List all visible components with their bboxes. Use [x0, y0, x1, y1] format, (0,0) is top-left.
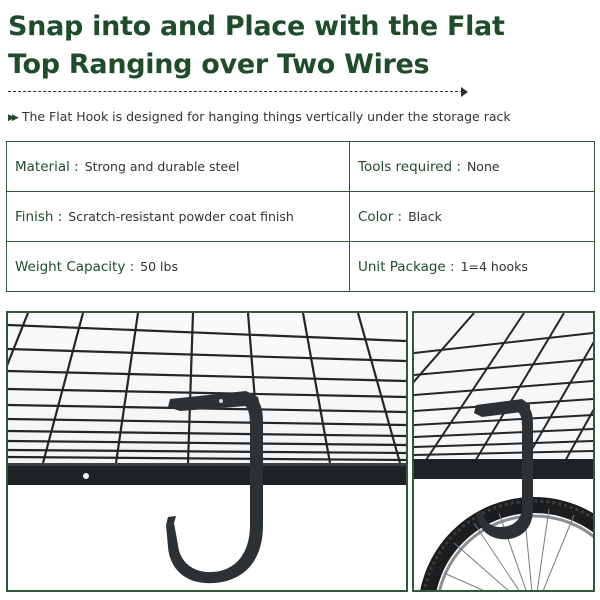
spec-cell-color [350, 192, 595, 242]
product-photo-hook-on-rack [6, 311, 408, 592]
spec-value: Black [408, 208, 442, 224]
rack-frame-bar [8, 463, 406, 485]
spec-value: Scratch-resistant powder coat finish [68, 208, 294, 224]
spec-value: Strong and durable steel [84, 158, 240, 174]
product-description-text: The Flat Hook is designed for hanging things vertically under the storage rack [21, 109, 511, 124]
spec-label: Tools required : [358, 158, 461, 175]
spec-row [7, 192, 595, 242]
spec-cell-tools [350, 142, 595, 192]
spec-cell-finish [7, 192, 350, 242]
rack-frame-bar [414, 459, 593, 479]
spec-value: 50 lbs [140, 258, 178, 274]
spec-label: Weight Capacity : [15, 258, 135, 275]
product-description [8, 108, 593, 127]
page-title [8, 8, 588, 84]
spec-row [7, 242, 595, 292]
product-photo-bike-wheel-on-hook [412, 311, 595, 592]
arrowhead-right-icon [461, 87, 468, 97]
spec-cell-weight-capacity [7, 242, 350, 292]
spec-value: None [466, 158, 500, 174]
spec-cell-unit-package [350, 242, 595, 292]
spec-cell-material [7, 142, 350, 192]
spec-row [7, 142, 595, 192]
spec-value: 1=4 hooks [460, 258, 528, 274]
spec-label: Color : [358, 208, 403, 225]
spec-label: Material : [15, 158, 79, 175]
page-title-line-1: Snap into and Place with the Flat [8, 11, 505, 42]
page-title-line-2: Top Ranging over Two Wires [8, 49, 430, 80]
spec-label: Finish : [15, 208, 63, 225]
spec-label: Unit Package : [358, 258, 455, 275]
spec-table [6, 141, 595, 292]
dashed-divider [8, 91, 463, 92]
double-play-arrow-icon: ▶▶ [8, 113, 16, 123]
